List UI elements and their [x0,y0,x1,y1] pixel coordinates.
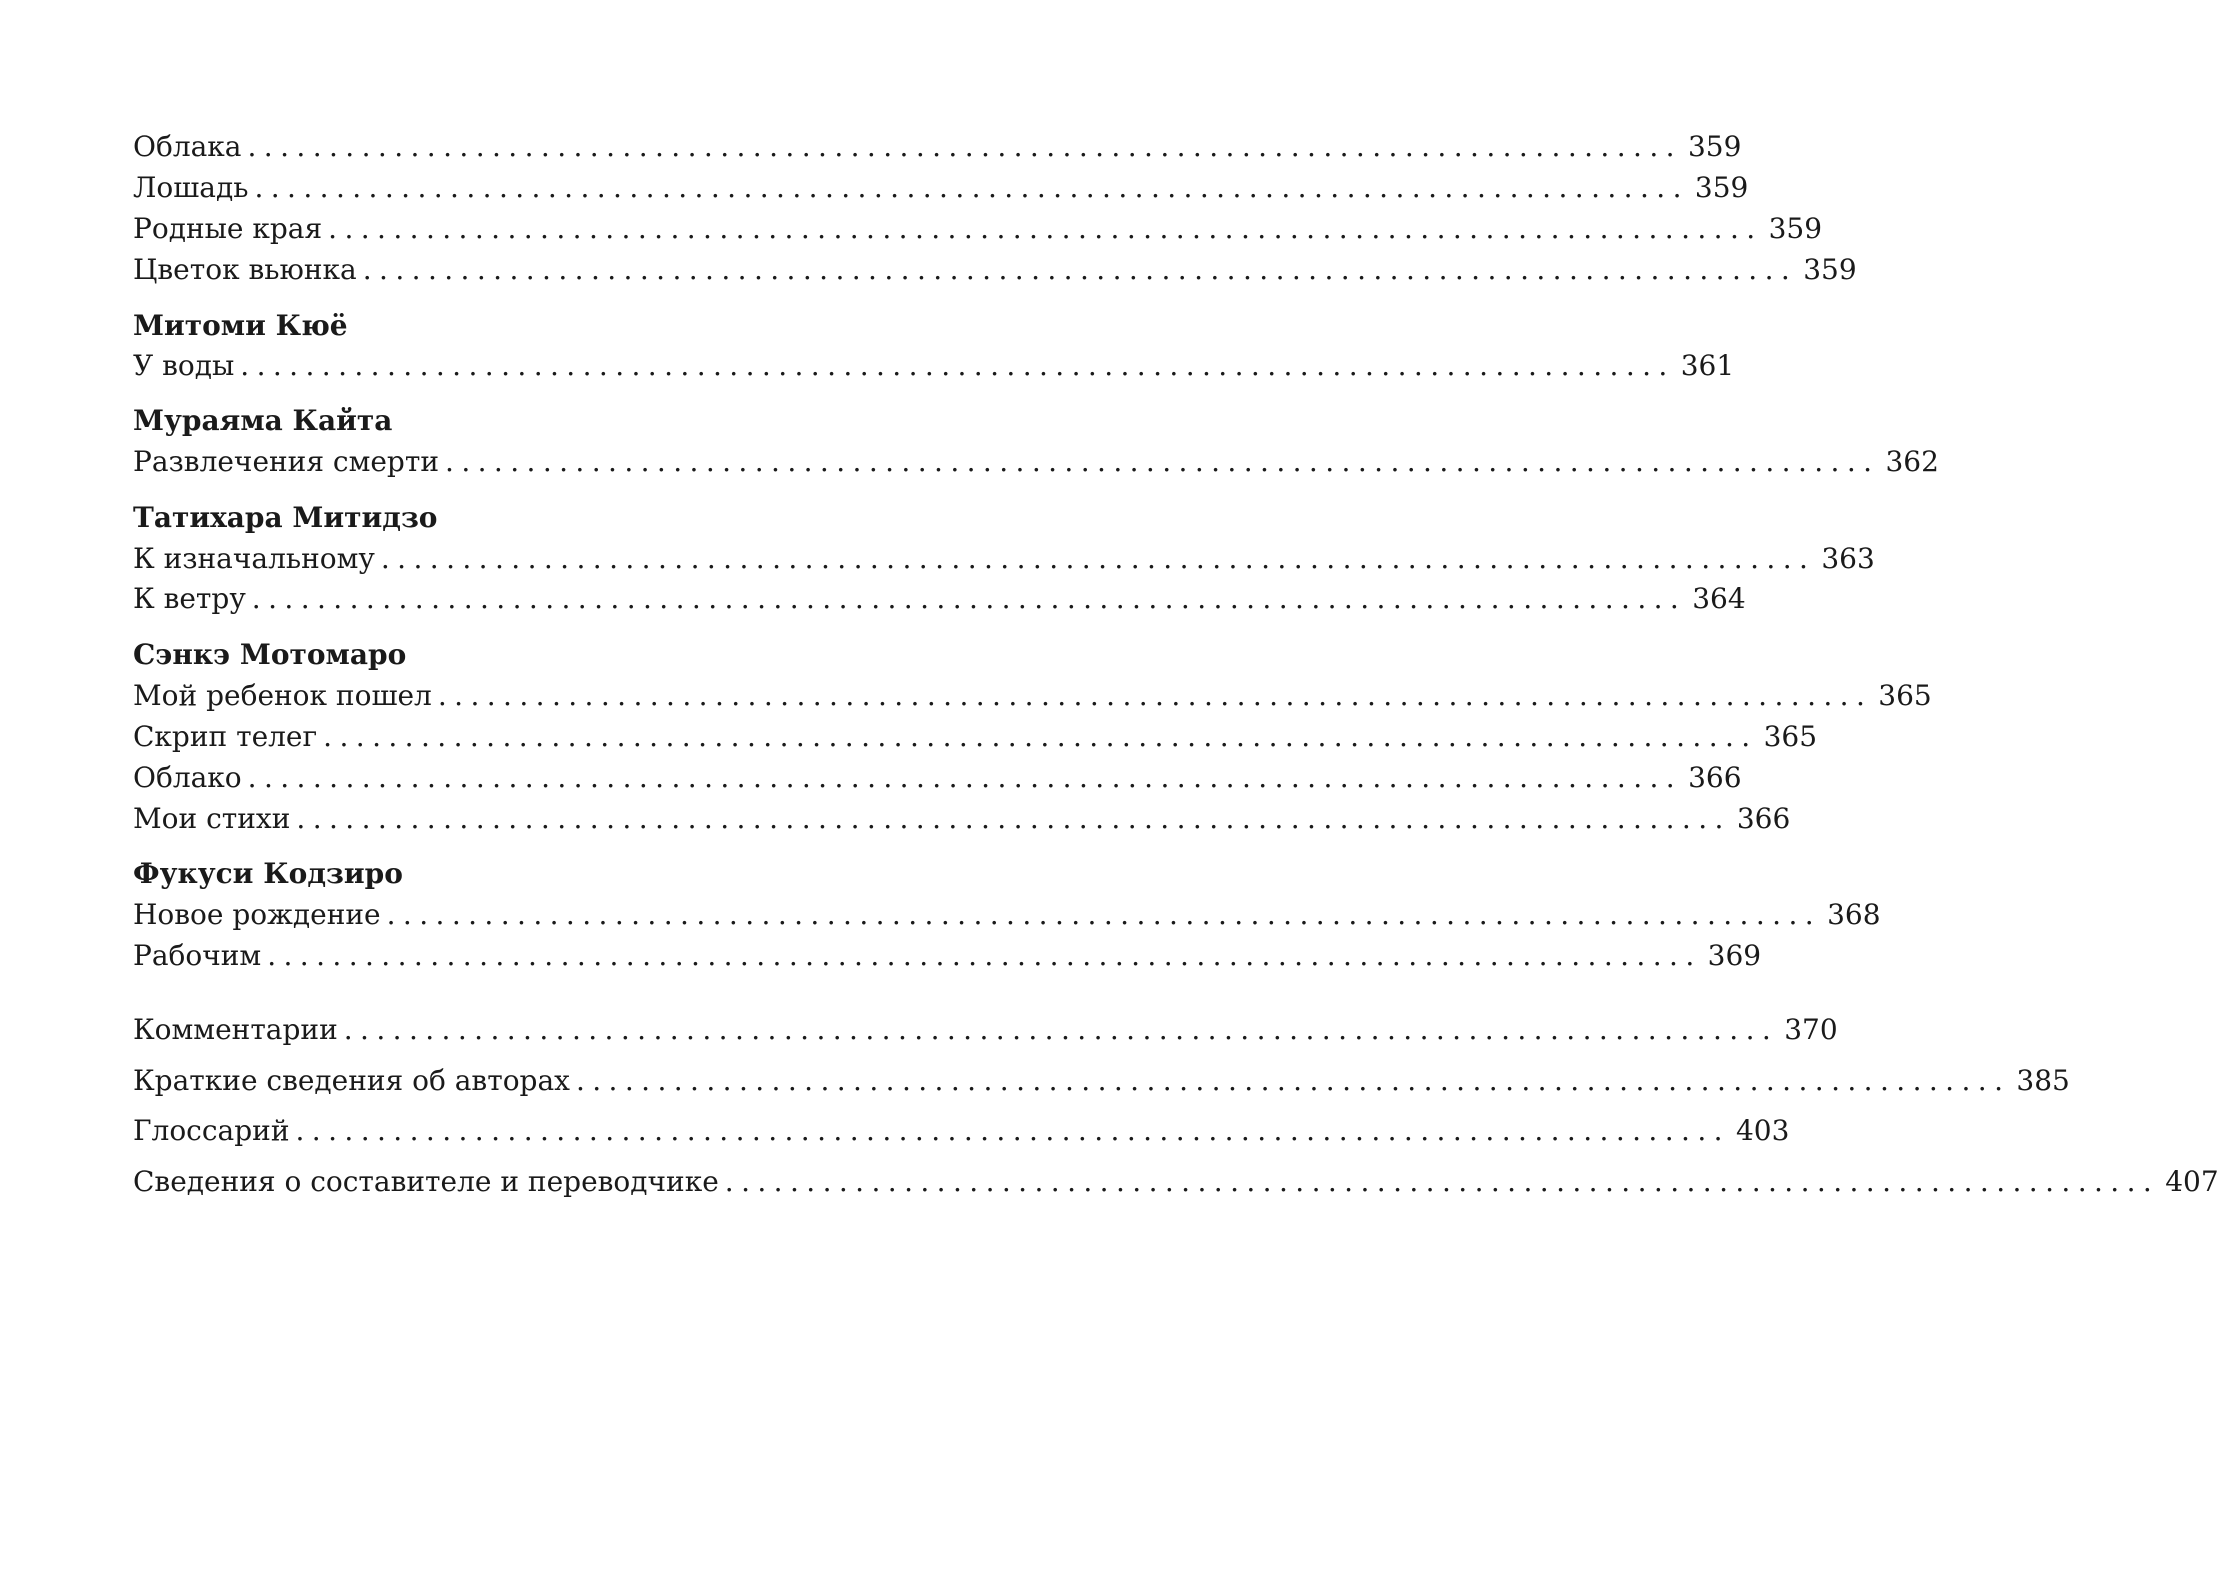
toc-entry-page: 361 [1680,349,1735,382]
toc-entry-page: 366 [1688,761,1742,794]
toc-entry-title: Лошадь [133,171,249,204]
dot-leader: ........................................................................................ [323,720,1758,753]
dot-leader: ........................................................................................ [386,898,1822,931]
dot-leader: ........................................................................................ [251,582,1687,615]
dot-leader: ........................................................................................ [380,542,1816,575]
toc-entry-page: 364 [1692,582,1746,615]
toc-entry[interactable] [133,677,1932,715]
toc-entry[interactable] [133,347,1735,385]
dot-leader: ........................................................................................ [240,349,1675,382]
toc-entry-page: 403 [1735,1114,1790,1147]
toc-entry-title: Облака [133,130,242,163]
toc-entry-page: 368 [1827,898,1881,931]
dot-leader: ........................................................................................ [267,939,1702,972]
toc-entry-page: 359 [1687,130,1742,163]
toc-entry[interactable] [133,896,1881,934]
toc-entry-title: Мои стихи [133,802,291,835]
toc-entry[interactable] [133,937,1762,975]
toc-entry[interactable] [133,251,1857,289]
author-heading: Татихара Митидзо [133,501,438,534]
dot-leader: ........................................................................................ [724,1165,2160,1198]
toc-entry[interactable] [133,1112,1790,1150]
toc-entry-page: 369 [1707,939,1762,972]
toc-entry[interactable] [133,1062,2070,1100]
toc-entry-title: Облако [133,761,242,794]
dot-leader: ........................................................................................ [254,171,1689,204]
toc-entry-title: К изначальному [133,542,375,575]
toc-entry-page: 365 [1878,679,1932,712]
toc-entry-page: 359 [1768,212,1823,245]
dot-leader: ........................................................................................ [247,761,1683,794]
toc-entry[interactable] [133,540,1875,578]
toc-entry-page: 362 [1885,445,1939,478]
dot-leader: ........................................................................................ [328,212,1763,245]
author-heading: Мураяма Кайта [133,404,393,437]
author-heading: Фукуси Кодзиро [133,857,403,890]
toc-entry-page: 359 [1803,253,1857,286]
toc-entry[interactable] [133,718,1818,756]
dot-leader: ........................................................................................ [575,1064,2011,1097]
dot-leader: ........................................................................................ [343,1013,1779,1046]
toc-entry[interactable] [133,759,1742,797]
toc-entry-title: Новое рождение [133,898,381,931]
dot-leader: ........................................................................................ [296,802,1731,835]
toc-entry[interactable] [133,580,1746,618]
dot-leader: ........................................................................................ [295,1114,1730,1147]
toc-entry-title: Рабочим [133,939,262,972]
toc-entry-title: Цветок вьюнка [133,253,357,286]
toc-entry-page: 370 [1784,1013,1838,1046]
dot-leader: ........................................................................................ [445,445,1880,478]
toc-entry-title: Краткие сведения об авторах [133,1064,570,1097]
toc-entry-page: 363 [1821,542,1875,575]
toc-entry[interactable] [133,800,1791,838]
toc-entry-title: Глоссарий [133,1114,290,1147]
toc-entry-title: К ветру [133,582,246,615]
toc-entry[interactable] [133,210,1823,248]
toc-entry-title: Скрип телег [133,720,318,753]
toc-entry-title: Сведения о составителе и переводчике [133,1165,719,1198]
toc-entry[interactable] [133,1011,1838,1049]
toc-entry[interactable] [133,128,1742,166]
dot-leader: ........................................................................................ [437,679,1873,712]
author-heading: Митоми Кюё [133,309,348,342]
dot-leader: ........................................................................................ [247,130,1682,163]
toc-entry-title: Мой ребенок пошел [133,679,432,712]
toc-entry-page: 359 [1694,171,1749,204]
toc-entry[interactable] [133,1163,2219,1201]
author-heading: Сэнкэ Мотомаро [133,638,407,671]
toc-entry-title: У воды [133,349,235,382]
toc-entry-title: Комментарии [133,1013,338,1046]
toc-entry-title: Родные края [133,212,323,245]
toc-entry[interactable] [133,443,1939,481]
toc-entry-page: 385 [2016,1064,2070,1097]
toc-entry-page: 365 [1763,720,1818,753]
dot-leader: ........................................................................................ [362,253,1798,286]
toc-entry-title: Развлечения смерти [133,445,440,478]
toc-entry-page: 407 [2165,1165,2219,1198]
toc-entry-page: 366 [1736,802,1791,835]
toc-entry[interactable] [133,169,1749,207]
